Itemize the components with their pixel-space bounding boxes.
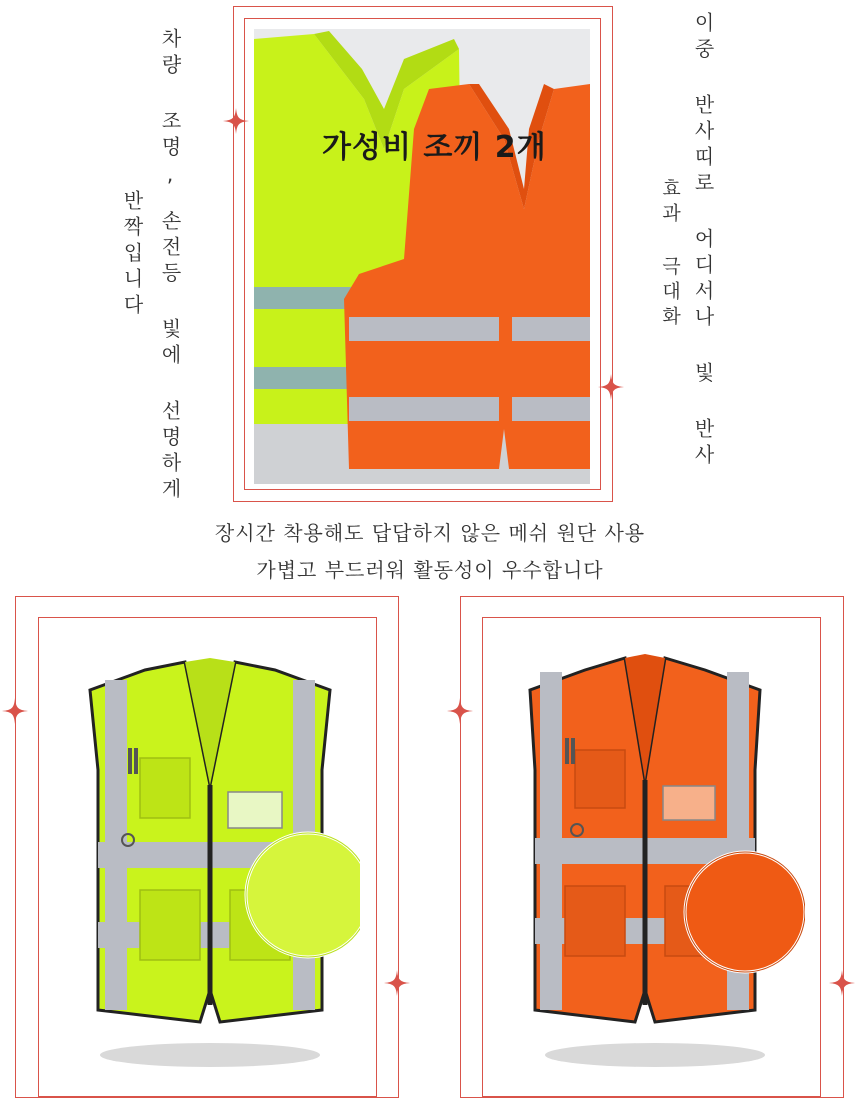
yellow-vest-photo	[60, 650, 360, 1070]
sparkle-icon	[598, 374, 624, 400]
left-text-col1c: 선명하게	[158, 400, 182, 504]
caption-line1: 장시간 착용해도 답답하지 않은 메쉬 원단 사용	[214, 521, 646, 545]
right-text-col2: 효과 극대화	[659, 178, 681, 331]
sparkle-icon	[829, 970, 855, 996]
sparkle-icon	[223, 108, 249, 134]
caption-line2: 가볍고 부드러워 활동성이 우수합니다	[256, 558, 604, 582]
banner-title: 가성비 조끼 2개	[322, 130, 547, 165]
left-text-col1b: 손전등 빛에	[158, 210, 182, 370]
orange-vest-photo	[505, 650, 805, 1070]
left-text-col1: 차량 조명,	[158, 28, 182, 192]
hero-photo	[254, 29, 590, 484]
sparkle-icon	[447, 698, 473, 724]
right-text-col1: 이중 반사띠로 어디서나 빛 반사	[691, 12, 715, 470]
sparkle-icon	[384, 970, 410, 996]
left-text-col2: 반짝입니다	[120, 190, 144, 320]
sparkle-icon	[2, 698, 28, 724]
